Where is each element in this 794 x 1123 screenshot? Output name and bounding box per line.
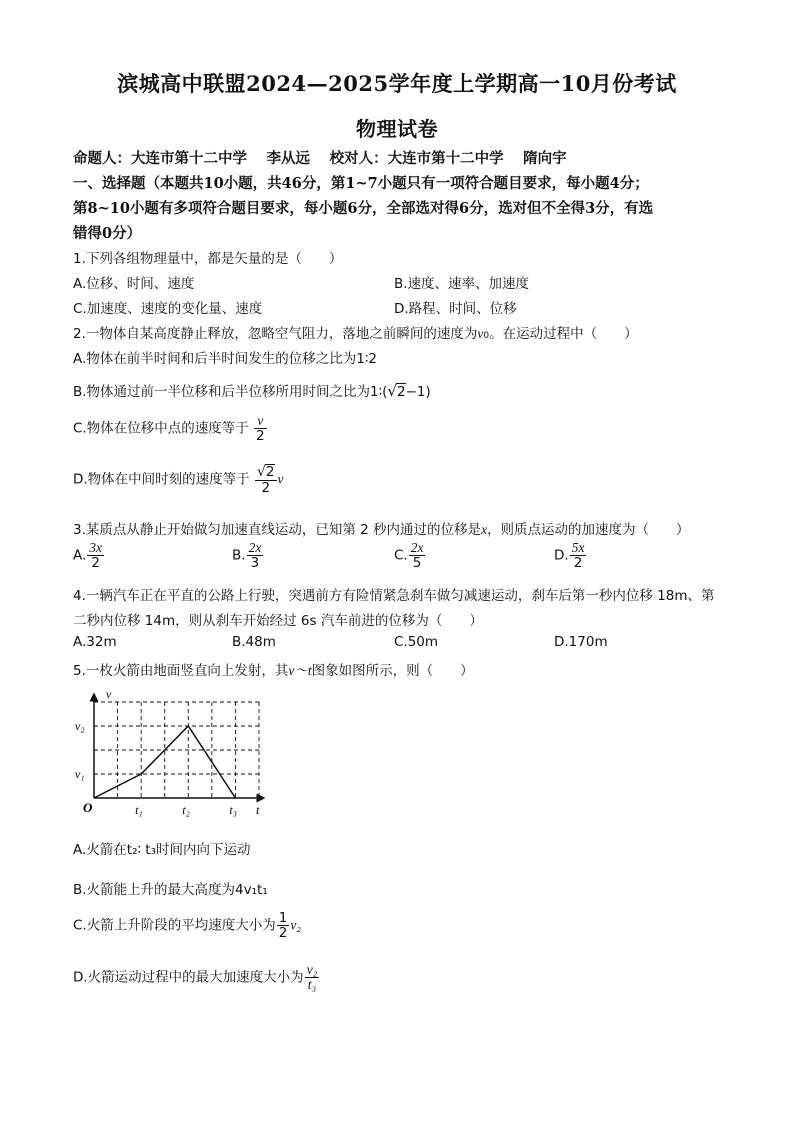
q2-option-d-denominator: 2 — [261, 479, 271, 496]
q5-stem — [73, 659, 474, 679]
q5-option-d — [73, 963, 320, 992]
q5-option-b: B.火箭能上升的最大高度为4v₁t₁ — [73, 882, 268, 898]
q2-option-b-prefix: B.物体通过前一半位移和后半位移所用时间之比为1∶( — [73, 384, 388, 400]
q2-option-b-suffix: −1) — [405, 384, 431, 400]
q2-option-d — [73, 464, 284, 495]
x-tick-label: t₃ — [229, 803, 237, 817]
q5-option-c-prefix: C.火箭上升阶段的平均速度大小为 — [73, 917, 276, 934]
q2-stem-variable: v — [477, 326, 484, 341]
q4-option-c: C.50m — [394, 634, 439, 650]
section-instruction-line2: 第8~10小题有多项符合题目要求，每小题6分，全部选对得6分，选对但不全得3分，有选 — [73, 200, 654, 217]
q1-option-c: C.加速度、速度的变化量、速度 — [73, 301, 263, 317]
y-tick-label: v₂ — [75, 719, 85, 733]
q3-stem — [73, 518, 690, 538]
x-tick-label: t₁ — [135, 803, 143, 817]
section-instruction-line3: 错得0分） — [73, 225, 142, 242]
q2-option-c-denominator: 2 — [256, 428, 265, 445]
q5-option-a: A.火箭在t₂∶ t₃时间内向下运动 — [73, 842, 251, 858]
origin-label: O — [83, 800, 93, 815]
q3-option-a: A. $\frac{3x}{2}$ — [73, 540, 103, 572]
q1-stem: 1.下列各组物理量中，都是矢量的是（ ） — [73, 251, 343, 267]
q1-option-b: B.速度、速率、加速度 — [394, 276, 530, 292]
q2-stem: 2.一物体自某高度静止释放，忽略空气阻力，落地之前瞬间的速度为v0。在运动过程中（ ） — [73, 326, 638, 342]
section-instruction-line1: 一、选择题（本题共10小题，共46分，第1~7小题只有一项符合题目要求，每小题4分； — [73, 175, 649, 192]
q2-option-c-numerator: v — [254, 414, 267, 429]
q3-stem-text-a: 3.某质点从静止开始做匀加速直线运动，已知第 2 秒内通过的位移是 — [73, 522, 482, 538]
exam-subtitle: 物理试卷 — [356, 117, 438, 141]
q1-option-a: A.位移、时间、速度 — [73, 276, 195, 292]
q5-stem-text-b: 图象如图所示，则（ ） — [311, 663, 474, 679]
q2-option-d-fraction: $\frac{√2}{2}$ — [256, 464, 275, 496]
q5-option-c-fraction: $\frac{1}{2}$ — [278, 910, 288, 942]
q4-option-a: A.32m — [73, 634, 117, 650]
y-tick-label: v₁ — [75, 767, 85, 781]
q2-option-c — [73, 414, 268, 443]
q5-option-d-fraction: $\frac{\text{v₂}}{\text{t₃}}$ — [306, 962, 318, 993]
q5-stem-vt: v～t — [288, 663, 312, 678]
q3-option-b: B. $\frac{2x}{3}$ — [232, 540, 262, 572]
q2-option-b: B.物体通过前一半位移和后半位移所用时间之比为1∶(√2−1) — [73, 382, 431, 400]
q2-option-c-prefix: C.物体在位移中点的速度等于 — [73, 420, 249, 437]
q3-stem-text-b: ，则质点运动的加速度为（ ） — [487, 522, 690, 538]
graph-grid — [94, 702, 259, 798]
q3-option-c: C. $\frac{2x}{5}$ — [394, 540, 424, 572]
x-tick-label: t₂ — [182, 803, 190, 817]
q5-option-d-prefix: D.火箭运动过程中的最大加速度大小为 — [73, 969, 304, 986]
q2-option-c-fraction — [254, 414, 267, 443]
q5-option-c — [73, 911, 301, 940]
q2-option-a: A.物体在前半时间和后半时间发生的位移之比为1∶2 — [73, 351, 377, 367]
q3-option-d: D. $\frac{5x}{2}$ — [554, 540, 585, 572]
y-axis-label: v — [106, 687, 112, 701]
q2-option-b-root: 2 — [396, 384, 406, 400]
q2-option-d-numerator: 2 — [265, 464, 275, 480]
exam-title: 滨城高中联盟2024—2025学年度上学期高一10月份考试 — [117, 71, 677, 96]
q5-stem-text-a: 5.一枚火箭由地面竖直向上发射，其 — [73, 663, 289, 679]
q4-option-b: B.48m — [232, 634, 276, 650]
authors-line: 命题人：大连市第十二中学 李从远 校对人：大连市第十二中学 隋向宇 — [73, 150, 567, 167]
q4-stem-line1: 4.一辆汽车正在平直的公路上行驶，突遇前方有险情紧急刹车做匀减速运动，刹车后第一秒内位移 18m、第 — [73, 588, 715, 604]
q4-stem-line2: 二秒内位移 14m，则从刹车开始经过 6s 汽车前进的位移为（ ） — [73, 613, 483, 629]
x-axis-label: t — [256, 803, 260, 817]
q4-option-d: D.170m — [554, 634, 608, 650]
vt-graph — [72, 686, 272, 821]
q5-option-c-suffix: v₂ — [290, 917, 301, 933]
q1-option-d: D.路程、时间、位移 — [394, 301, 517, 317]
q2-stem-text-a: 2.一物体自某高度静止释放，忽略空气阻力，落地之前瞬间的速度为 — [73, 326, 478, 342]
q2-option-d-suffix: v — [277, 471, 284, 487]
q3-stem-variable: x — [481, 522, 488, 537]
q2-stem-text-b: 。在运动过程中（ ） — [489, 326, 638, 342]
q2-option-d-prefix: D.物体在中间时刻的速度等于 — [73, 471, 250, 488]
